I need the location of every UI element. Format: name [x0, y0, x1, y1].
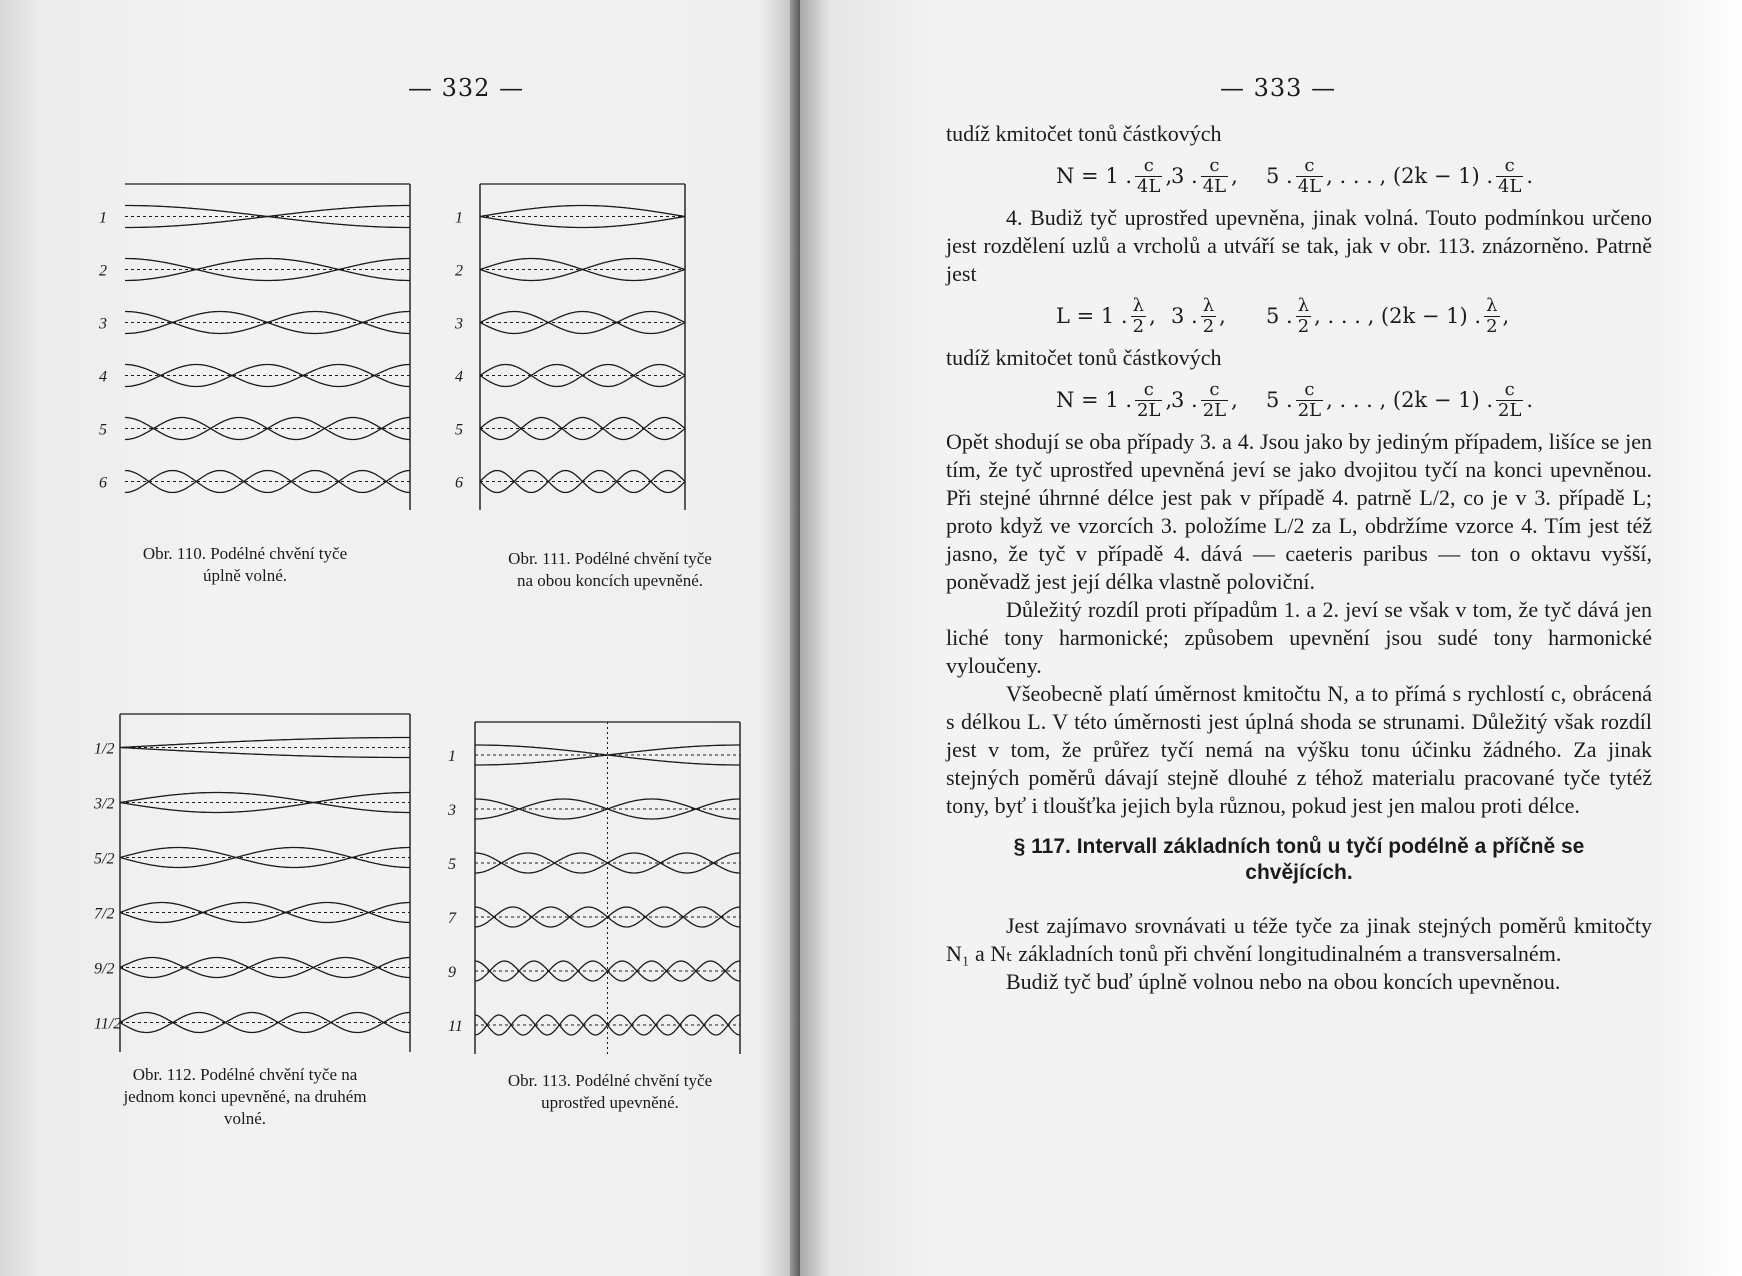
text-line-kmitocet-1: tudíž kmitočet tonů částkových — [946, 121, 1222, 146]
formula1-term3: 5 . — [1266, 164, 1293, 188]
figure-111-drawing — [445, 190, 775, 540]
paragraph-vseobecne: Všeobecně platí úměrnost kmitočtu N, a to přímá s rychlostí c, obrácená s délkou L. V této úměrnosti jest úplná shoda se strunami. Důležitý však rozdíl jest v tom, že průřez tyčí nemá na výšku tonu účinku žádného. Za jinak stejných poměrů dávají stejně dlouhé z téhož materialu pracované tyče tytéž tony, byť i tloušťka jejich byla různou, pokud jest jen malou proti délce. — [946, 681, 1652, 818]
mode-label: 9/2 — [94, 960, 115, 978]
formula2-num: λ — [1132, 294, 1145, 316]
figure-112-caption-line2: jednom konci upevněné, na druhém — [123, 1087, 367, 1106]
formula2-term2: 3 . — [1171, 304, 1198, 328]
mode-label: 5/2 — [94, 850, 115, 868]
mode-label: 3 — [99, 315, 107, 333]
mode-label: 4 — [455, 368, 463, 386]
mode-label: 11 — [448, 1018, 463, 1035]
left-page — [0, 0, 800, 1276]
formula3-tail: , . . . , (2k − 1) . — [1326, 388, 1494, 412]
formula2-tail: , . . . , (2k − 1) . — [1314, 304, 1482, 328]
formula3-term2: 3 . — [1171, 388, 1198, 412]
formula1-tail: , . . . , (2k − 1) . — [1326, 164, 1494, 188]
mode-label: 9 — [448, 964, 456, 981]
page-number-left: — 332 — — [408, 74, 525, 102]
figure-112-drawing — [90, 700, 420, 1060]
mode-label: 1 — [99, 209, 107, 227]
formula1-term4-den: 4L — [1498, 175, 1522, 197]
figure-113 — [440, 710, 770, 1060]
figure-111-caption — [470, 548, 750, 592]
wave-envelope-lower — [120, 738, 410, 748]
formula3-term3: 5 . — [1266, 388, 1293, 412]
paragraph-4: 4. Budiž tyč uprostřed upevněna, jinak volná. Touto podmínkou určeno jest rozdělení uzlů a vrcholů a utváří se tak, jak v obr. 113. znázorněno. Patrně jest — [946, 205, 1652, 286]
figure-112-caption — [95, 1064, 395, 1130]
figure-112-caption-line3: volné. — [223, 1109, 267, 1128]
text-line-kmitocet-2: tudíž kmitočet tonů částkových — [946, 345, 1222, 370]
figure-113-caption — [470, 1070, 750, 1114]
mode-label: 1 — [448, 748, 456, 765]
formula3-lhs: N = 1 . — [1056, 388, 1133, 412]
formula3-den: 2L — [1137, 399, 1161, 421]
formula2-lhs: L = 1 . — [1056, 304, 1128, 328]
formula1-lhs: N = 1 . — [1056, 164, 1133, 188]
mode-label: 3 — [448, 802, 456, 819]
paragraph-opet: Opět shodují se oba případy 3. a 4. Jsou jako by jediným případem, lišíce se jen tím, že tyč uprostřed upevněná jeví se jako dvojitou tyčí na konci upevněnou. Při stejné úhrnné délce jest pak v případě 4. patrně L/2, co je v 3. případě L; proto když ve vzorcích 3. položíme L/2 za L, obdržíme vzorce 4. Tím jest též jasno, že tyč v případě 4. dává — caeteris paribus — ton o oktavu vyšší, poněvadž jest její délka vlastně poloviční. — [946, 429, 1652, 594]
figure-113-drawing — [440, 710, 770, 1060]
mode-label: 5 — [99, 421, 107, 439]
mode-label: 1/2 — [94, 740, 115, 758]
figure-110-caption — [100, 543, 390, 587]
mode-label: 2 — [455, 262, 463, 280]
mode-label: 3/2 — [94, 795, 115, 813]
formula2-den: 2 — [1132, 315, 1145, 337]
figure-110-caption-line1: Obr. 110. Podélné chvění tyče — [142, 544, 348, 563]
paragraph-dulezity: Důležitý rozdíl proti případům 1. a 2. jeví se však v tom, že tyč dává jen liché tony harmonické; způsobem upevnění jsou sudé tony harmonické vyloučeny. — [946, 597, 1652, 678]
formula1-den: 4L — [1137, 175, 1161, 197]
right-page-text — [946, 120, 1652, 996]
formula1-term2-den: 4L — [1202, 175, 1227, 197]
formula3-num: c — [1143, 378, 1154, 400]
paragraph-zajimavo: Jest zajímavo srovnávati u téže tyče za jinak stejných poměrů kmitočty N₁ a Nₜ základních tonů při chvění longitudinalném a transversalném. — [946, 913, 1652, 966]
mode-label: 5 — [448, 856, 456, 873]
figure-113-caption-line1: Obr. 113. Podélné chvění tyče — [507, 1071, 713, 1090]
page-number-right: — 333 — — [1220, 74, 1337, 102]
mode-label: 11/2 — [94, 1015, 122, 1033]
formula1-term3-den: 4L — [1297, 175, 1322, 197]
wave-envelope-lower — [475, 907, 740, 927]
wave-envelope-lower — [480, 206, 685, 217]
mode-label: 1 — [455, 209, 463, 227]
figure-110-caption-line2: úplně volné. — [202, 566, 288, 585]
mode-label: 6 — [99, 474, 107, 492]
figure-111-caption-line2: na obou koncích upevněné. — [517, 571, 703, 590]
formula1-num: c — [1143, 154, 1154, 176]
mode-label: 2 — [99, 262, 107, 280]
figure-111 — [445, 190, 775, 540]
figure-113-caption-line2: uprostřed upevněné. — [541, 1093, 679, 1112]
formula2-term3: 5 . — [1266, 304, 1293, 328]
formula-n-2l: N = 1 . $\frac{c}{2L}$ , 3 . $\frac{c}{2L}$ , 5 . $\frac{c}{2L}$ , . . . , (2k − 1) . $\frac{c}{2L}$ . — [1056, 378, 1534, 421]
figure-112 — [90, 700, 420, 1060]
formula-n-4l: N = 1 . $\frac{c}{4L}$ , 3 . $\frac{c}{4L}$ , 5 . $\frac{c}{4L}$ , . . . , (2k − 1) . $\frac{c}{4L}$ . — [1056, 154, 1534, 197]
figure-110 — [95, 190, 425, 540]
formula-l-lambda: L = 1 . $\frac{\lambda}{2}$ , 3 . $\frac{\lambda}{2}$ , 5 . $\frac{\lambda}{2}$ , . . . , (2k − 1) . $\frac{\lambda}{2}$ , — [1056, 294, 1510, 337]
mode-label: 7 — [448, 910, 456, 927]
mode-label: 7/2 — [94, 905, 115, 923]
figure-110-drawing — [95, 190, 425, 540]
section-heading-block — [946, 834, 1652, 912]
figure-112-caption-line1: Obr. 112. Podélné chvění tyče na — [132, 1065, 358, 1084]
wave-envelope-upper — [480, 217, 685, 228]
formula1-term2: 3 . — [1171, 164, 1198, 188]
mode-label: 5 — [455, 421, 463, 439]
wave-envelope-upper — [120, 748, 410, 758]
right-page — [800, 0, 1742, 1276]
mode-label: 4 — [99, 368, 107, 386]
paragraph-budiz: Budiž tyč buď úplně volnou nebo na obou koncích upevněnou. — [1006, 969, 1561, 994]
section-heading-line1: § 117. Intervall základních tonů u tyčí podélně a příčně se — [1013, 835, 1585, 858]
section-heading-line2: chvějících. — [1245, 861, 1353, 884]
mode-label: 3 — [455, 315, 463, 333]
figure-111-caption-line1: Obr. 111. Podélné chvění tyče — [508, 549, 712, 568]
mode-label: 6 — [455, 474, 463, 492]
